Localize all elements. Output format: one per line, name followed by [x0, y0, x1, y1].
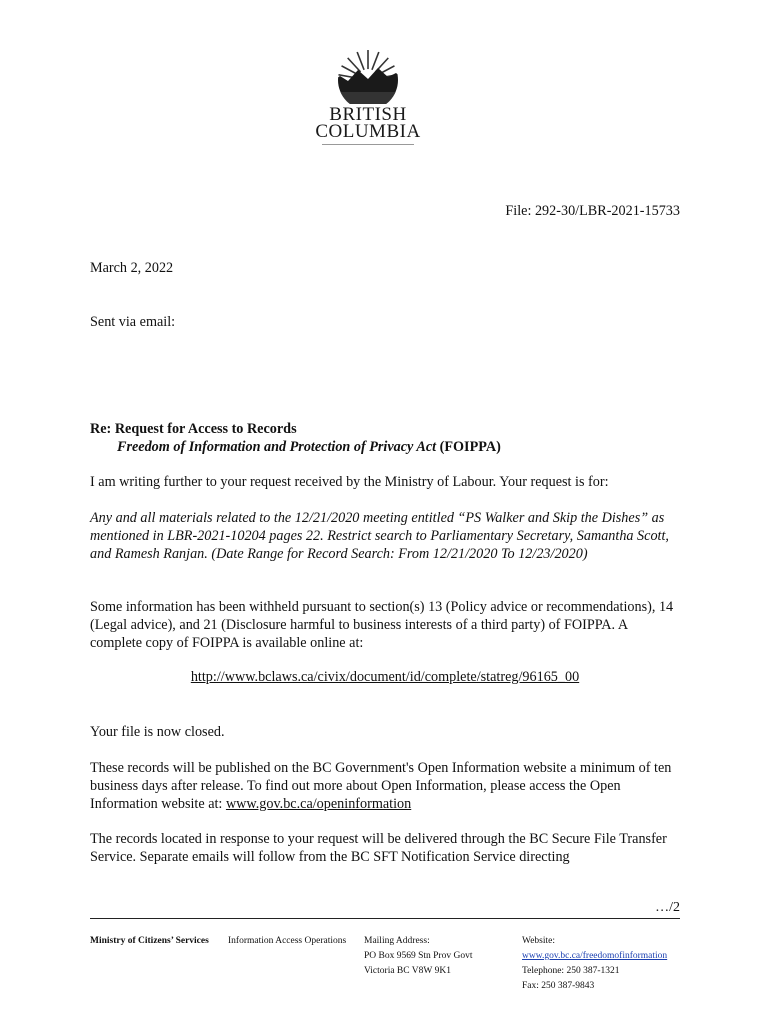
sent-via: Sent via email:: [90, 314, 176, 330]
logo-underline: [322, 144, 414, 145]
delivered-paragraph: The records located in response to your request will be delivered through the BC Secure File Transfer Service. Separate emails will follow from the BC SFT Notification Service directing: [90, 831, 667, 865]
footer-ministry: Ministry of Citizens’ Services: [90, 936, 209, 946]
footer-mailing: [364, 934, 472, 979]
foippa-link[interactable]: http://www.bclaws.ca/civix/document/id/complete/statreg/96165_00: [190, 669, 580, 685]
act-abbrev: (FOIPPA): [436, 439, 501, 455]
footer-contact: [522, 934, 667, 994]
bc-sun-mountain-icon: [326, 46, 410, 104]
subject-line: Re: Request for Access to Records: [90, 421, 297, 437]
mailing-line-2: Victoria BC V8W 9K1: [364, 966, 451, 976]
published-text: These records will be published on the BC Government's Open Information website a minimum of ten business days after release. To find out more about Open Information, please access the Open Information website at:: [90, 760, 672, 812]
footer-dept: Information Access Operations: [228, 936, 347, 946]
telephone: Telephone: 250 387-1321: [522, 966, 620, 976]
website-label: Website:: [522, 936, 556, 946]
subject-block: [90, 420, 680, 456]
foippa-link-line: [90, 669, 680, 686]
page-continuation-marker: …/2: [655, 900, 680, 915]
bc-logo: [312, 46, 424, 145]
fax: Fax: 250 387-9843: [522, 981, 595, 991]
closed-paragraph: Your file is now closed.: [90, 724, 225, 740]
footer-divider: [90, 918, 680, 919]
letter-date: March 2, 2022: [90, 260, 174, 276]
logo-line-british: BRITISH: [329, 104, 407, 125]
open-information-link[interactable]: www.gov.bc.ca/openinformation: [225, 796, 412, 812]
website-link[interactable]: www.gov.bc.ca/freedomofinformation: [522, 951, 668, 961]
withheld-paragraph: Some information has been withheld pursuant to section(s) 13 (Policy advice or recommendations), 14 (Legal advice), and 21 (Disclosure harmful to business interests of a third party) of FOIPPA. A complete copy of FOIPPA is available online at:: [90, 599, 674, 651]
mailing-label: Mailing Address:: [364, 936, 430, 946]
intro-paragraph: I am writing further to your request received by the Ministry of Labour. Your request is for:: [90, 474, 609, 490]
request-text: Any and all materials related to the 12/21/2020 meeting entitled “PS Walker and Skip the Dishes” as mentioned in LBR-2021-10204 pages 22. Restrict search to Parliamentary Secretary, Samantha Scott, and Ramesh Ranjan. (Date Range for Record Search: From 12/21/2020 To 12/23/2020): [90, 510, 669, 562]
act-name: Freedom of Information and Protection of Privacy Act: [117, 439, 437, 455]
logo-line-columbia: COLUMBIA: [315, 121, 421, 142]
mailing-line-1: PO Box 9569 Stn Prov Govt: [364, 951, 473, 961]
file-reference: File: 292-30/LBR-2021-15733: [505, 203, 680, 219]
published-paragraph: [90, 759, 680, 813]
subject-act-line: [90, 438, 680, 456]
